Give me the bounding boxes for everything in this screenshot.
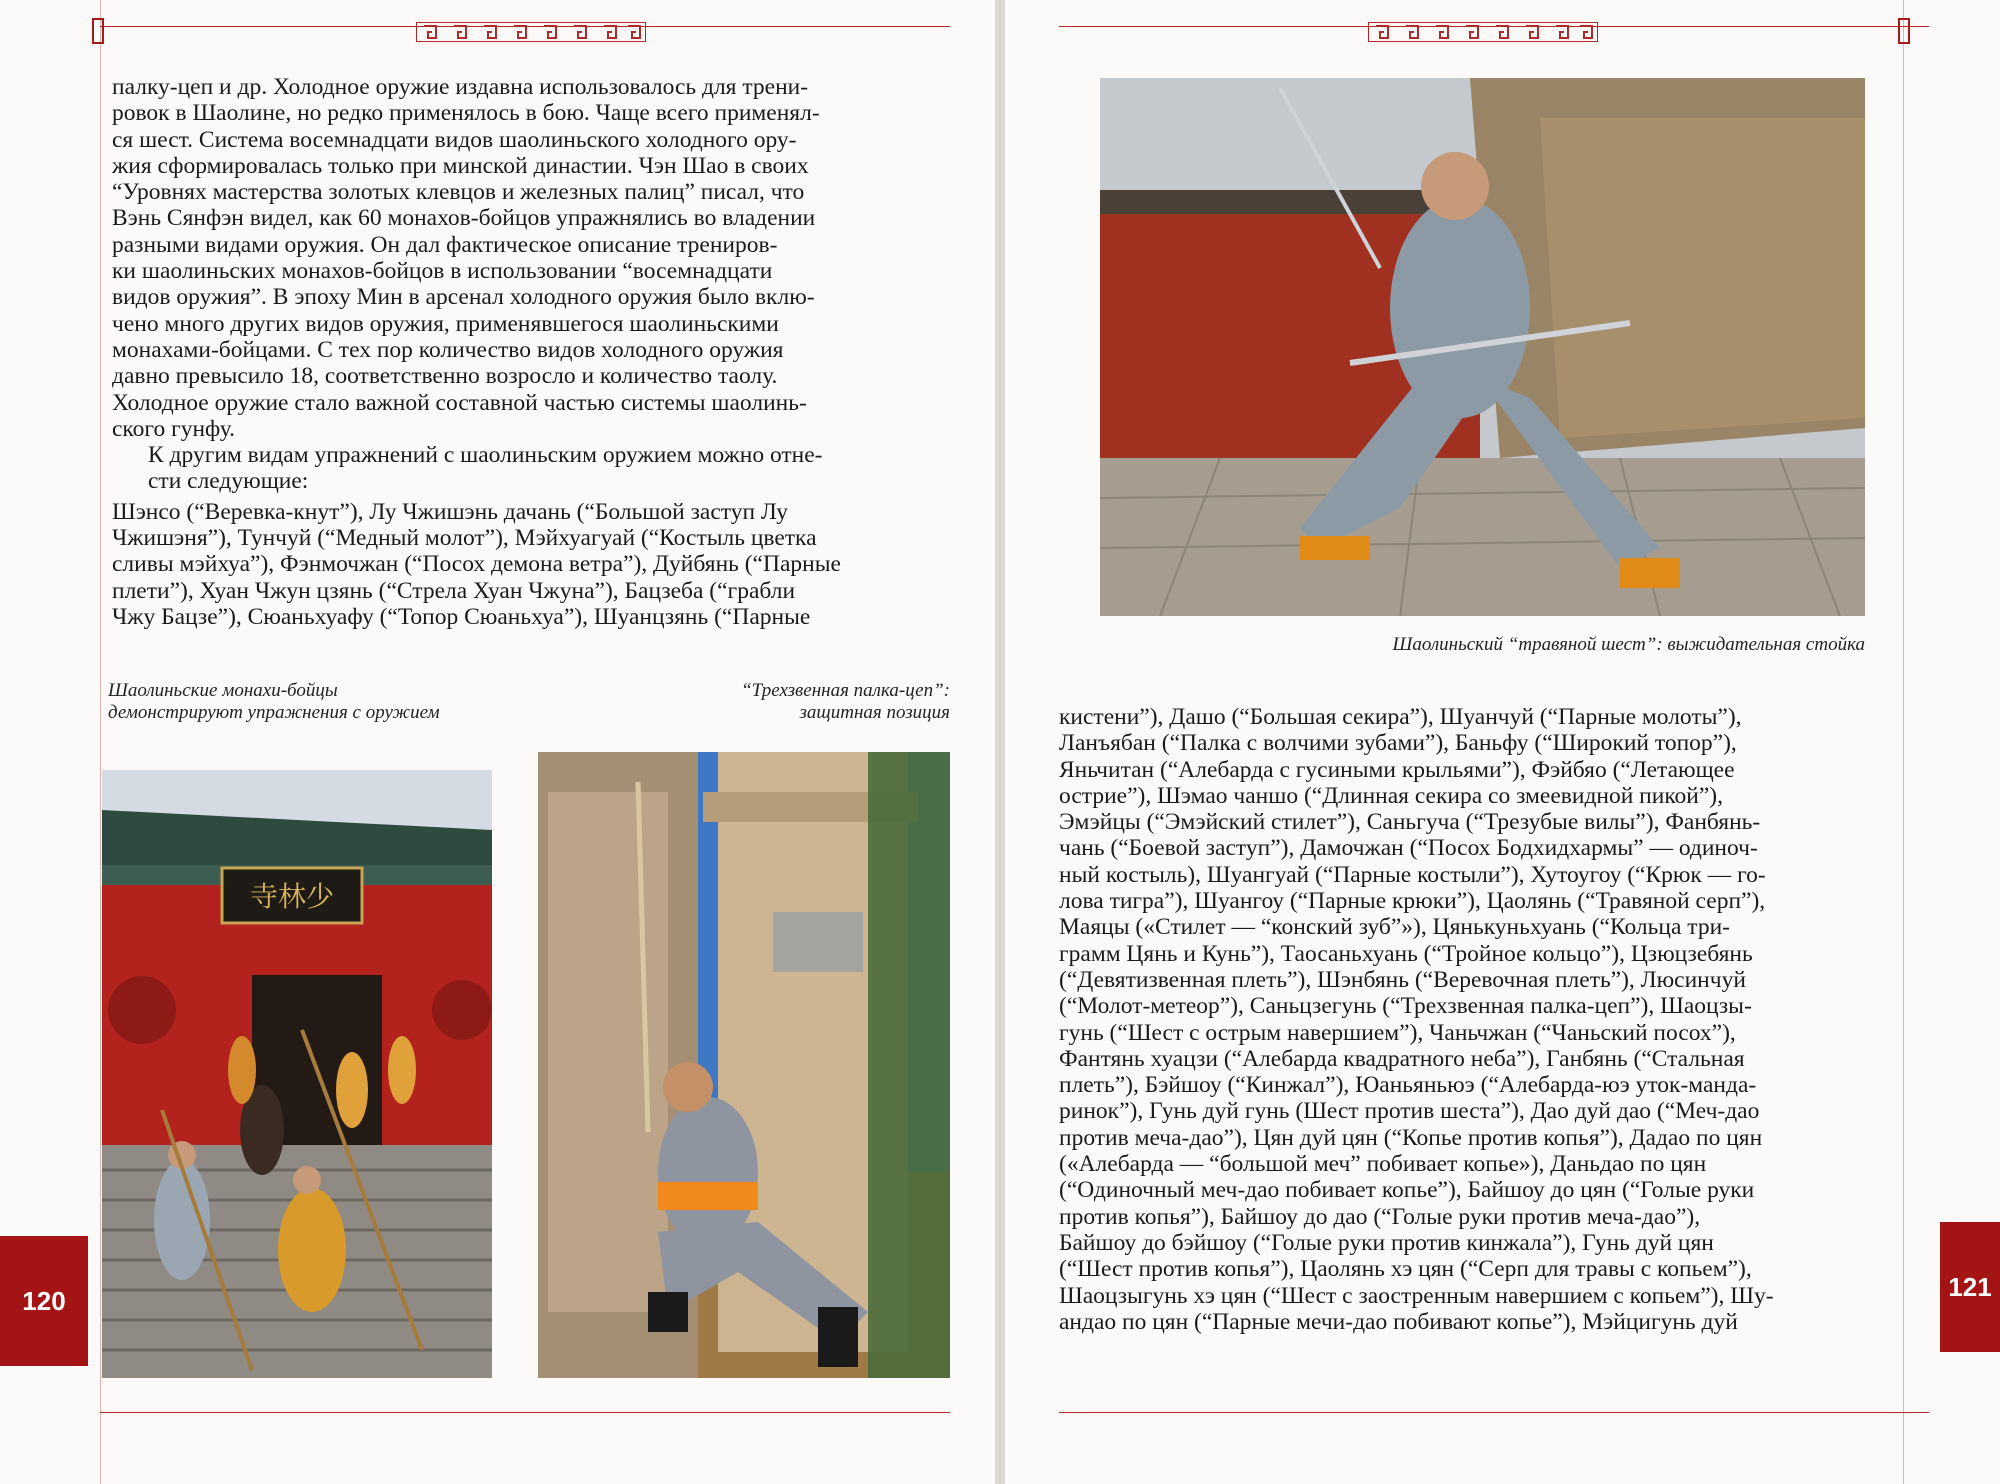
text-line: Эмэйцы (“Эмэйский стилет”), Саньгуча (“Трезубые вилы”), Фанбянь- (1059, 809, 1761, 836)
right-page (1005, 0, 2000, 1484)
paragraph-2 (112, 442, 950, 495)
text-line: лова тигра”), Шуангоу (“Парные крюки”), Цаолянь (“Травяной серп”), (1059, 888, 1766, 915)
photo-flail-monk (538, 752, 950, 1378)
text-line: монахами-бойцами. С тех пор количество видов холодного оружия (112, 336, 784, 363)
text-line: сливы мэйхуа”), Фэнмочжан (“Посох демона ветра”), Дуйбянь (“Парные (112, 551, 841, 578)
paragraph-1 (112, 74, 950, 442)
corner-bracket-icon (92, 18, 104, 44)
text-line: ки шаолиньских монахов-бойцов в использовании “восемнадцати (112, 258, 773, 285)
text-line: ный костыль), Шуангуай (“Парные костыли”), Хутоугоу (“Крюк — го- (1059, 861, 1766, 888)
text-line: Холодное оружие стало важной составной частью системы шаолинь- (112, 389, 807, 416)
text-line: давно превысило 18, соответственно возросло и количество таолу. (112, 363, 778, 390)
text-line: Чжу Бацзе”), Сюаньхуафу (“Топор Сюаньхуа”), Шуанцзянь (“Парные (112, 603, 811, 630)
text-line: Байшоу до бэйшоу (“Голые руки против кинжала”), Гунь дуй цян (1059, 1229, 1714, 1256)
text-line: разными видами оружия. Он дал фактическое описание трениров- (112, 231, 778, 258)
text-line: ринок”), Гунь дуй гунь (Шест против шеста”), Дао дуй дао (“Меч-дао (1059, 1098, 1760, 1125)
text-line: чено много других видов оружия, применявшегося шаолиньскими (112, 310, 779, 337)
text-line: жия сформировалась только при минской династии. Чэн Шао в своих (112, 152, 809, 179)
text-line: плети”), Хуан Чжун цзянь (“Стрела Хуан Чжуна”), Бацзеба (“грабли (112, 577, 796, 604)
text-line: (“Молот-метеор”), Саньцзегунь (“Трехзвенная палка-цеп”), Шаоцзы- (1059, 993, 1752, 1020)
text-line: ского гунфу. (112, 415, 235, 442)
text-line: кистени”), Дашо (“Большая секира”), Шуанчуй (“Парные молоты”), (1059, 704, 1742, 730)
greek-key-ornament-icon (416, 22, 646, 42)
text-line: “Уровнях мастерства золотых клевцов и железных палиц” писал, что (112, 179, 805, 206)
caption-line: “Трехзвенная палка-цеп”: (741, 680, 950, 701)
text-line: («Алебарда — “большой меч” побивает копье»), Даньдао по цян (1059, 1151, 1707, 1178)
right-body-text (1059, 704, 1921, 1335)
caption-line: Шаолиньские монахи-бойцы (108, 680, 338, 701)
text-line: Маяцы («Стилет — “конский зуб”»), Цянькуньхуань (“Кольца три- (1059, 914, 1730, 941)
margin-rule (100, 0, 101, 1484)
text-line: (“Одиночный меч-дао побивает копье”), Байшоу до цян (“Голые руки (1059, 1177, 1755, 1204)
left-page (0, 0, 995, 1484)
photo-caption: Шаолиньский “травяной шест”: выжидательная стойка (1392, 634, 1865, 655)
caption-monks (108, 680, 528, 724)
photo-temple-monks (102, 770, 492, 1378)
paragraph-3 (112, 499, 950, 630)
footer-rule (100, 1412, 950, 1413)
page-number-tab (1940, 1222, 2000, 1352)
text-line: (“Шест против копья”), Цаолянь хэ цян (“Серп для травы с копьем”), (1059, 1256, 1752, 1283)
text-line: палку-цеп и др. Холодное оружие издавна использовалось для трени- (112, 74, 809, 100)
text-line: К другим видам упражнений с шаолиньским оружием можно отне- (148, 442, 823, 469)
page-number: 121 (1948, 1271, 1992, 1302)
caption-flail (620, 680, 950, 724)
text-line: Яньчитан (“Алебарда с гусиными крыльями”), Фэйбяо (“Летающее (1059, 756, 1735, 783)
greek-key-ornament-icon (1368, 22, 1598, 42)
text-line: гунь (“Шест с острым навершием”), Чаньчжан (“Чаньский посох”), (1059, 1019, 1736, 1046)
page-number: 120 (22, 1285, 66, 1316)
temple-sign: 寺林少 (249, 880, 335, 913)
text-line: чань (“Боевой заступ”), Дамочжан (“Посох Бодхидхармы” — одиноч- (1059, 835, 1758, 862)
text-line: Ланъябан (“Палка с волчими зубами”), Баньфу (“Широкий топор”), (1059, 730, 1737, 757)
text-line: Фантянь хуацзи (“Алебарда квадратного неба”), Ганбянь (“Стальная (1059, 1045, 1745, 1072)
corner-bracket-icon (1898, 18, 1910, 44)
text-line: Шэнсо (“Веревка-кнут”), Лу Чжишэнь дачань (“Большой заступ Лу (112, 498, 789, 525)
text-line: Вэнь Сянфэн видел, как 60 монахов-бойцов упражнялись во владении (112, 205, 816, 232)
text-line: видов оружия”. В эпоху Мин в арсенал холодного оружия было вклю- (112, 284, 815, 311)
text-line: против меча-дао”), Цян дуй цян (“Копье против копья”), Дадао по цян (1059, 1124, 1763, 1151)
text-line: плеть”), Бэйшоу (“Кинжал”), Юаньяньюэ (“Алебарда-юэ уток-манда- (1059, 1072, 1757, 1099)
text-line: андао по цян (“Парные мечи-дао побивают копье”), Мэйцигунь дуй (1059, 1308, 1738, 1335)
text-line: сти следующие: (148, 468, 309, 495)
text-line: Чжишэня”), Тунчуй (“Медный молот”), Мэйхуагуай (“Костыль цветка (112, 525, 817, 552)
left-body-text (112, 74, 950, 630)
footer-rule (1059, 1412, 1929, 1413)
text-line: Шаоцзыгунь хэ цян (“Шест с заостренным навершием с копьем”), Шу- (1059, 1282, 1774, 1309)
text-line: ровок в Шаолине, но редко применялось в бою. Чаще всего применял- (112, 100, 820, 127)
text-line: острие”), Шэмао чаншо (“Длинная секира со змеевидной пикой”), (1059, 782, 1724, 809)
text-line: против копья”), Байшоу до дао (“Голые руки против меча-дао”), (1059, 1203, 1701, 1230)
page-number-tab (0, 1236, 88, 1366)
text-line: ся шест. Система восемнадцати видов шаолиньского холодного ору- (112, 126, 797, 153)
text-line: (“Девятизвенная плеть”), Шэнбянь (“Веревочная плеть”), Люсинчуй (1059, 966, 1746, 993)
photo-grass-staff-stance (1100, 78, 1865, 616)
text-line: грамм Цянь и Кунь”), Таосаньхуань (“Тройное кольцо”), Цзюцзебянь (1059, 940, 1753, 967)
caption-line: демонстрируют упражнения с оружием (108, 702, 440, 723)
caption-line: защитная позиция (799, 702, 950, 723)
